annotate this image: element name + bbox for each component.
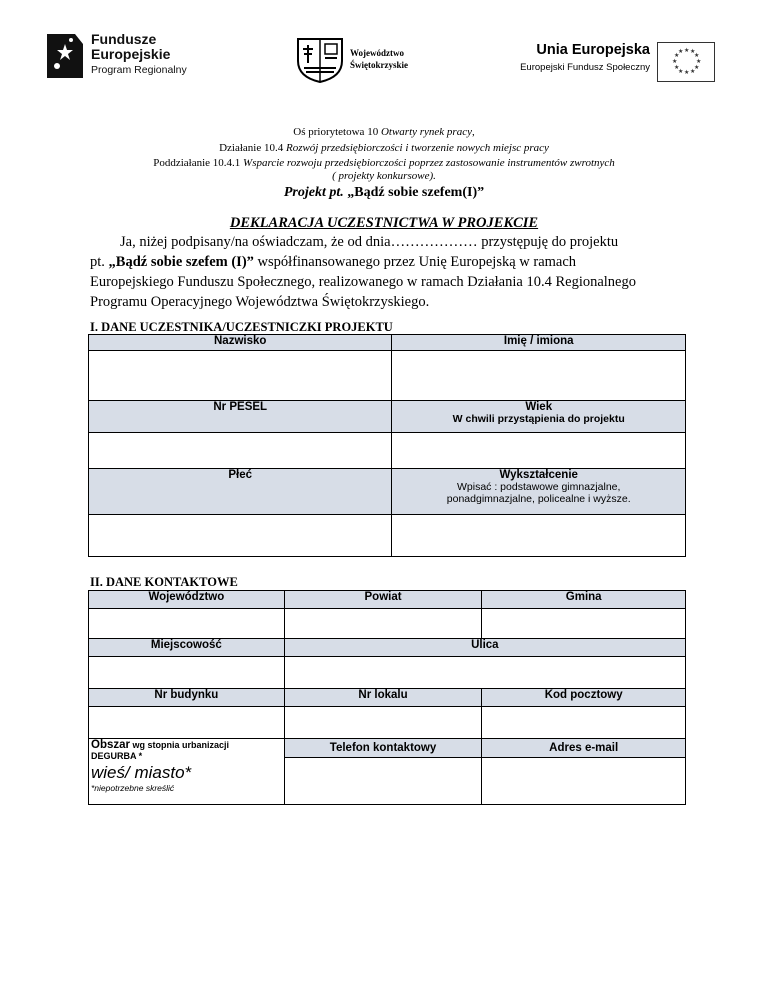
svg-text:★: ★ [684,69,690,76]
field-gmina[interactable] [482,609,686,639]
declaration-title: DEKLARACJA UCZESTNICTWA W PROJEKCIE [229,215,539,231]
header-email: Adres e-mail [482,739,685,758]
contact-table [88,590,686,805]
field-wyksztalcenie[interactable] [392,515,686,557]
intro-line-3: Poddziałanie 10.4.1 Wsparcie rozwoju przedsiębiorczości poprzez zastosowanie instrumentów zwrotnych [153,157,615,169]
fundusze-europejskie-logo [45,30,205,82]
svg-text:★: ★ [674,64,680,71]
svg-text:★: ★ [678,48,684,55]
fe-logo-sub: Program Regionalny [91,64,187,76]
header-telefon: Telefon kontaktowy [285,739,482,758]
declaration-line-3: Europejskiego Funduszu Społecznego, realizowanego w ramach Działania 10.4 Regionalnego [90,274,636,290]
header-wiek: Wiek W chwili przystąpienia do projektu [392,401,686,433]
svg-text:★: ★ [674,52,680,59]
section-2-title: II. DANE KONTAKTOWE [90,575,238,589]
svg-text:★: ★ [696,58,702,65]
header-miejscowosc: Miejscowość [89,639,285,657]
header-wyksztalcenie: Wykształcenie Wpisać : podstawowe gimnazjalne, ponadgimnazjalne, policealne i wyższe. [392,469,686,515]
eu-subtitle: Europejski Fundusz Społeczny [520,62,650,73]
declaration-line-2: pt. „Bądź sobie szefem (I)” współfinansowanego przez Unię Europejską w ramach [90,254,577,270]
participant-table [88,334,686,557]
field-nr-lokalu[interactable] [284,707,482,739]
svg-text:★: ★ [678,68,684,75]
field-imie[interactable] [392,351,686,401]
field-plec[interactable] [89,515,392,557]
field-kod-pocztowy[interactable] [482,707,686,739]
header-nazwisko: Nazwisko [89,335,392,351]
field-wojewodztwo[interactable] [89,609,285,639]
field-powiat[interactable] [284,609,482,639]
field-obszar[interactable]: Obszar wg stopnia urbanizacji DEGURBA * wieś/ miasto* *niepotrzebne skreślić [89,739,285,805]
header-nr-lokalu: Nr lokalu [284,689,482,707]
svg-text:★: ★ [694,64,700,71]
declaration-line-4: Programu Operacyjnego Województwa Świętokrzyskiego. [90,294,430,310]
eu-title: Unia Europejska [536,42,650,58]
header-powiat: Powiat [284,591,482,609]
eu-flag-icon [657,42,715,82]
header-gmina: Gmina [482,591,686,609]
svg-text:★: ★ [684,47,690,54]
field-nazwisko[interactable] [89,351,392,401]
obszar-options[interactable]: wieś/ miasto* [91,763,192,782]
field-wiek[interactable] [392,433,686,469]
header-kod-pocztowy: Kod pocztowy [482,689,686,707]
svg-text:★: ★ [690,68,696,75]
field-pesel[interactable] [89,433,392,469]
fe-star-icon [45,32,85,80]
field-email[interactable] [482,739,686,805]
field-telefon[interactable] [284,739,482,805]
field-ulica[interactable] [284,657,685,689]
project-title: Projekt pt. „Bądź sobie szefem(I)” [283,185,485,200]
intro-line-4: ( projekty konkursowe). [332,170,436,182]
fe-logo-text: Fundusze Europejskie [91,31,171,62]
eu-logo-text [510,42,650,73]
header-wojewodztwo: Województwo [89,591,285,609]
obszar-note: *niepotrzebne skreślić [91,783,175,793]
intro-line-2: Działanie 10.4 Rozwój przedsiębiorczości i tworzenie nowych miejsc pracy [219,142,549,154]
svg-text:★: ★ [690,48,696,55]
intro-line-1: Oś priorytetowa 10 Otwarty rynek pracy, [293,126,475,138]
wojewodztwo-logo [296,37,446,83]
section-1-title: I. DANE UCZESTNIKA/UCZESTNICZKI PROJEKTU [90,320,393,334]
field-nr-budynku[interactable] [89,707,285,739]
wojewodztwo-text: Województwo Świętokrzyskie [350,48,408,70]
field-miejscowosc[interactable] [89,657,285,689]
svg-text:★: ★ [672,58,678,65]
header-ulica: Ulica [284,639,685,657]
header-nr-budynku: Nr budynku [89,689,285,707]
declaration-line-1: Ja, niżej podpisany/na oświadczam, że od dnia……………… przystępuję do projektu [120,234,619,250]
svg-text:★: ★ [694,52,700,59]
header-pesel: Nr PESEL [89,401,392,433]
header-plec: Płeć [89,469,392,515]
coat-of-arms-icon [296,37,344,83]
header-imie: Imię / imiona [392,335,686,351]
